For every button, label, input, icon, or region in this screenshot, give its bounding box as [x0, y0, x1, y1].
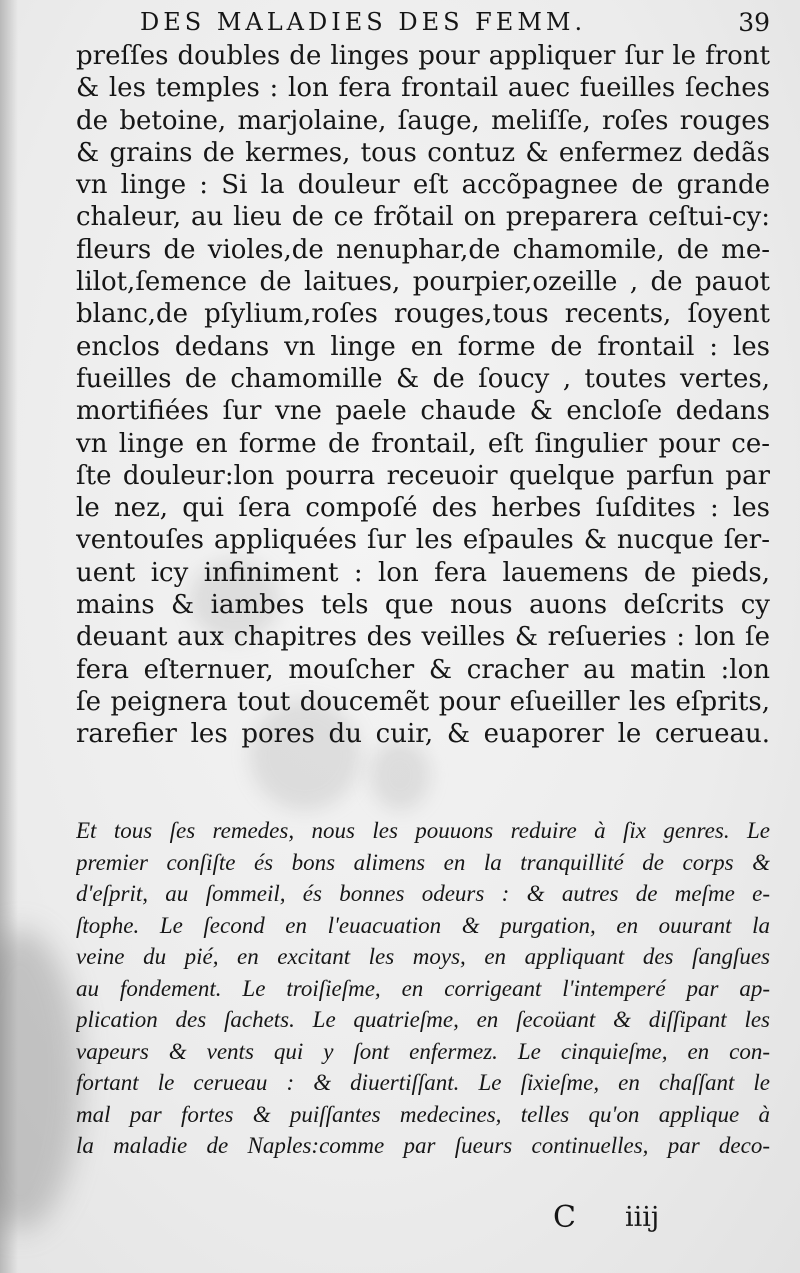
italic-line: plication des ſachets. Le quatrieſme, en ſecoüant & diſſipant les — [76, 1007, 770, 1032]
italic-line: fortant le cerueau : & diuertiſſant. Le ſixieſme, en chaſſant le — [76, 1070, 770, 1095]
text-line: ſe peignera tout doucemẽt pour eſueiller les eſprits, — [76, 686, 770, 717]
page-header — [140, 8, 770, 44]
paper-stain — [0, 930, 80, 1230]
text-line: chaleur, au lieu de ce frõtail on preparera ceſtui-cy: — [76, 202, 770, 233]
italic-line: la maladie de Naples:comme par ſueurs continuelles, par deco- — [76, 1133, 770, 1158]
text-line: ventouſes appliquées ſur les eſpaules & nucque ſer- — [76, 525, 770, 556]
page-number: 39 — [738, 8, 770, 37]
italic-line: d'eſprit, au ſommeil, és bonnes odeurs : & autres de meſme e- — [76, 881, 770, 906]
roman-text-block — [76, 40, 770, 751]
text-line: vn linge en forme de frontail, eſt ſingulier pour ce- — [76, 428, 770, 459]
text-line: mortifiées ſur vne paele chaude & encloſe dedans — [76, 396, 770, 427]
italic-line: ſtophe. Le ſecond en l'euacuation & purgation, en ouurant la — [76, 912, 770, 938]
italic-line: veine du pié, en excitant les moys, en appliquant des ſangſues — [76, 944, 770, 969]
text-line: lilot,ſemence de laitues, pourpier,ozeille , de pauot — [76, 267, 770, 298]
italic-text-block — [76, 815, 770, 1162]
italic-line: mal par fortes & puiſſantes medecines, telles qu'on applique à — [76, 1101, 770, 1127]
signature-number: iiij — [625, 1202, 660, 1233]
text-line: deuant aux chapitres des veilles & reſueries : lon ſe — [76, 622, 770, 653]
running-title: DES MALADIES DES FEMM. — [140, 8, 587, 36]
signature-letter: C — [553, 1200, 576, 1235]
text-line: preſſes doubles de linges pour appliquer ſur le front — [76, 41, 770, 71]
italic-line: Et tous ſes remedes, nous les pouuons reduire à ſix genres. Le — [76, 818, 770, 843]
italic-line: vapeurs & vents qui y ſont enfermez. Le cinquieſme, en con- — [76, 1038, 770, 1064]
italic-line: au fondement. Le troiſieſme, en corrigeant l'intemperé par ap- — [76, 975, 770, 1001]
text-line: & grains de kermes, tous contuz & enfermez dedãs — [76, 137, 770, 168]
text-line: blanc,de pſylium,roſes rouges,tous recents, ſoyent — [76, 299, 770, 330]
italic-line: premier conſiſte és bons alimens en la tranquillité de corps & — [76, 849, 770, 875]
text-line: & les temples : lon fera frontail auec fueilles ſeches — [76, 73, 770, 104]
text-line: ſte douleur:lon pourra receuoir quelque parfun par — [76, 460, 770, 491]
text-line: uent icy infiniment : lon fera lauemens de pieds, — [76, 557, 770, 588]
text-line: mains & iambes tels que nous auons deſcrits cy — [76, 590, 770, 621]
text-line: rarefier les pores du cuir, & euaporer le cerueau. — [76, 719, 770, 750]
text-line: le nez, qui ſera compoſé des herbes ſuſdites : les — [76, 493, 770, 524]
text-line: de betoine, marjolaine, ſauge, meliſſe, roſes rouges — [76, 105, 770, 136]
text-line: vn linge : Si la douleur eſt accõpagnee de grande — [76, 170, 770, 201]
signature-mark — [553, 1200, 773, 1240]
text-line: fueilles de chamomille & de ſoucy , toutes vertes, — [76, 363, 770, 394]
text-line: fleurs de violes,de nenuphar,de chamomile, de me- — [76, 234, 770, 265]
text-line: enclos dedans vn linge en forme de frontail : les — [76, 331, 770, 362]
text-line: fera eſternuer, mouſcher & cracher au matin :lon — [76, 654, 770, 685]
